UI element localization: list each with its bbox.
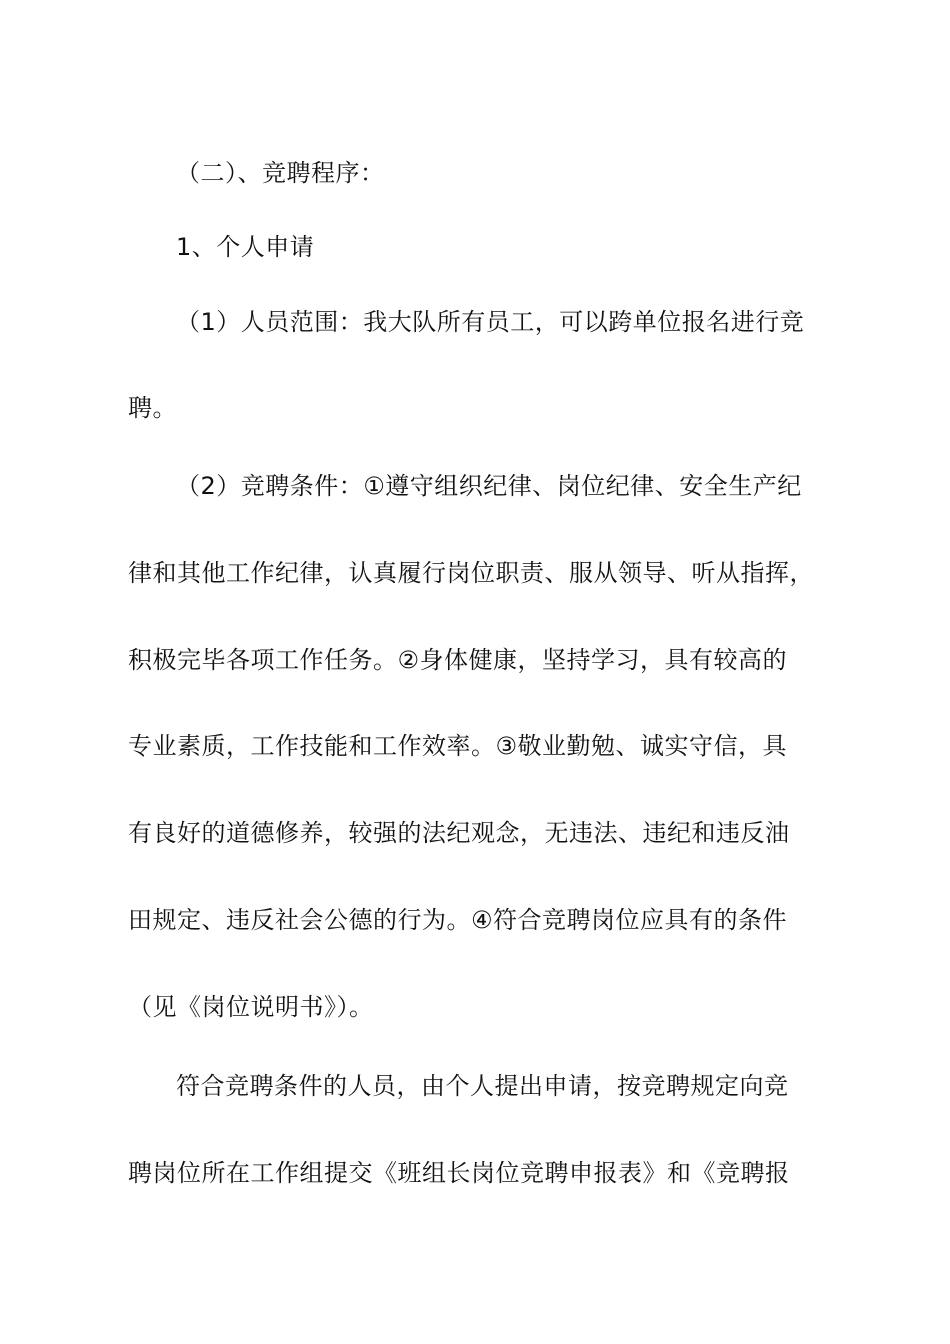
paragraph-line: 律和其他工作纪律，认真履行岗位职责、服从领导、听从指挥， [128,559,814,587]
paragraph-line: 聘岗位所在工作组提交《班组长岗位竞聘申报表》和《竞聘报 [128,1159,790,1187]
paragraph-line: 积极完毕各项工作任务。②身体健康，坚持学习，具有较高的 [128,646,788,674]
paragraph-line: 田规定、违反社会公德的行为。④符合竞聘岗位应具有的条件 [128,906,788,934]
paragraph-line: （1）人员范围：我大队所有员工，可以跨单位报名进行竞 [176,308,805,336]
paragraph-line: 符合竞聘条件的人员，由个人提出申请，按竞聘规定向竞 [176,1072,789,1100]
paragraph-line: 专业素质，工作技能和工作效率。③敬业勤勉、诚实守信，具 [128,732,788,760]
paragraph-line: 聘。 [128,394,177,422]
paragraph-line: （见《岗位说明书》）。 [128,993,374,1021]
subsection-heading: 1、个人申请 [176,233,315,261]
paragraph-line: （2）竞聘条件：①遵守组织纪律、岗位纪律、安全生产纪 [176,472,802,500]
section-heading: （二）、竞聘程序： [176,159,385,187]
paragraph-line: 有良好的道德修养，较强的法纪观念，无违法、违纪和违反油 [128,819,790,847]
